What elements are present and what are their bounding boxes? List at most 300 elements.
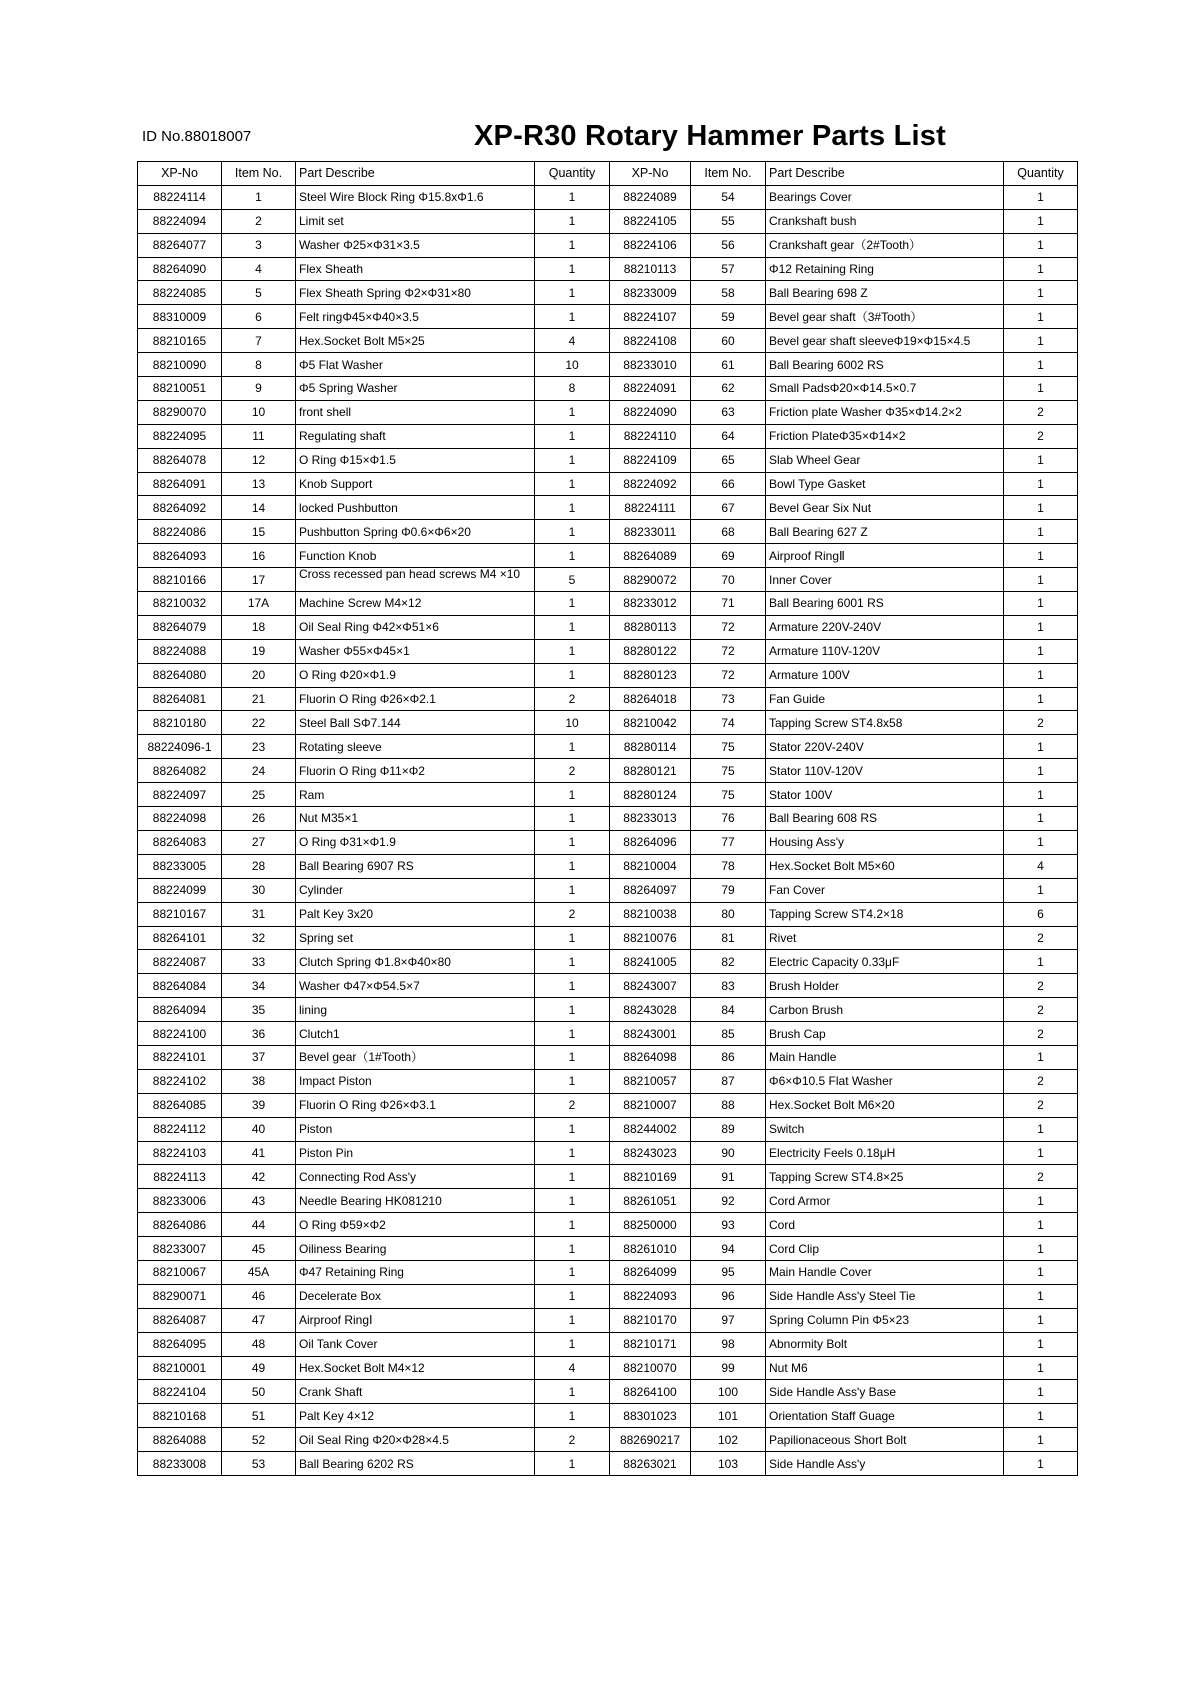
table-row (138, 854, 1078, 878)
table-row (138, 1260, 1078, 1284)
right-xp-no-cell: 88264100 (610, 1380, 691, 1404)
right-part-describe-cell: Armature 100V (766, 663, 1004, 687)
left-item-no-cell: 2 (222, 209, 296, 233)
right-quantity-cell: 2 (1004, 998, 1078, 1022)
right-xp-no-cell: 88224111 (610, 496, 691, 520)
right-part-describe-cell: Friction PlateΦ35×Φ14×2 (766, 424, 1004, 448)
left-xp-no-cell: 88224101 (138, 1045, 222, 1069)
left-part-describe-cell: Oil Tank Cover (296, 1332, 535, 1356)
right-xp-no-cell: 88224110 (610, 424, 691, 448)
left-quantity-cell: 1 (535, 496, 610, 520)
right-xp-no-cell: 882690217 (610, 1428, 691, 1452)
table-row (138, 1093, 1078, 1117)
left-quantity-cell: 1 (535, 209, 610, 233)
left-item-no-cell: 31 (222, 902, 296, 926)
table-row (138, 711, 1078, 735)
left-item-no-cell: 16 (222, 544, 296, 568)
left-quantity-cell: 1 (535, 1237, 610, 1261)
right-part-describe-cell: Bearings Cover (766, 185, 1004, 209)
right-quantity-cell: 1 (1004, 377, 1078, 401)
right-part-describe-cell: Electricity Feels 0.18μH (766, 1141, 1004, 1165)
left-item-no-cell: 27 (222, 830, 296, 854)
right-xp-no-cell: 88224108 (610, 329, 691, 353)
right-quantity-cell: 1 (1004, 209, 1078, 233)
right-part-describe-cell: Side Handle Ass'y (766, 1452, 1004, 1476)
left-part-describe-cell: Ball Bearing 6907 RS (296, 854, 535, 878)
left-item-no-cell: 42 (222, 1165, 296, 1189)
left-quantity-cell: 8 (535, 377, 610, 401)
right-quantity-cell: 1 (1004, 592, 1078, 616)
right-item-no-cell: 94 (691, 1237, 766, 1261)
right-part-describe-cell: Main Handle Cover (766, 1260, 1004, 1284)
right-item-no-cell: 88 (691, 1093, 766, 1117)
right-part-describe-cell: Papilionaceous Short Bolt (766, 1428, 1004, 1452)
table-row (138, 759, 1078, 783)
left-item-no-cell: 38 (222, 1069, 296, 1093)
right-part-describe-cell: Brush Holder (766, 974, 1004, 998)
left-quantity-cell: 1 (535, 1404, 610, 1428)
left-quantity-cell: 2 (535, 902, 610, 926)
right-part-describe-cell: Small PadsΦ20×Φ14.5×0.7 (766, 377, 1004, 401)
right-xp-no-cell: 88264089 (610, 544, 691, 568)
header-xp-no-right: XP-No (610, 162, 691, 186)
table-row (138, 639, 1078, 663)
right-quantity-cell: 1 (1004, 257, 1078, 281)
left-quantity-cell: 1 (535, 281, 610, 305)
left-xp-no-cell: 88264080 (138, 663, 222, 687)
header-quantity-left: Quantity (535, 162, 610, 186)
left-item-no-cell: 53 (222, 1452, 296, 1476)
right-quantity-cell: 1 (1004, 1404, 1078, 1428)
left-quantity-cell: 1 (535, 998, 610, 1022)
right-quantity-cell: 1 (1004, 472, 1078, 496)
left-part-describe-cell: Rotating sleeve (296, 735, 535, 759)
left-quantity-cell: 1 (535, 830, 610, 854)
left-item-no-cell: 20 (222, 663, 296, 687)
right-xp-no-cell: 88244002 (610, 1117, 691, 1141)
table-row (138, 1332, 1078, 1356)
left-part-describe-cell: Oiliness Bearing (296, 1237, 535, 1261)
table-row (138, 1380, 1078, 1404)
right-quantity-cell: 1 (1004, 615, 1078, 639)
left-xp-no-cell: 88264095 (138, 1332, 222, 1356)
left-part-describe-cell: lining (296, 998, 535, 1022)
right-xp-no-cell: 88280113 (610, 615, 691, 639)
right-part-describe-cell: Stator 100V (766, 783, 1004, 807)
left-xp-no-cell: 88264093 (138, 544, 222, 568)
right-xp-no-cell: 88264098 (610, 1045, 691, 1069)
table-row (138, 520, 1078, 544)
left-xp-no-cell: 88224114 (138, 185, 222, 209)
table-header-row (138, 162, 1078, 186)
table-row (138, 1308, 1078, 1332)
left-quantity-cell: 1 (535, 1117, 610, 1141)
left-quantity-cell: 1 (535, 878, 610, 902)
left-quantity-cell: 1 (535, 1332, 610, 1356)
right-quantity-cell: 2 (1004, 1022, 1078, 1046)
left-item-no-cell: 4 (222, 257, 296, 281)
right-xp-no-cell: 88210170 (610, 1308, 691, 1332)
table-row (138, 783, 1078, 807)
left-part-describe-cell: Steel Wire Block Ring Φ15.8xΦ1.6 (296, 185, 535, 209)
left-part-describe-cell: Washer Φ55×Φ45×1 (296, 639, 535, 663)
right-item-no-cell: 99 (691, 1356, 766, 1380)
right-quantity-cell: 2 (1004, 711, 1078, 735)
right-part-describe-cell: Tapping Screw ST4.8x58 (766, 711, 1004, 735)
right-quantity-cell: 4 (1004, 854, 1078, 878)
right-xp-no-cell: 88210007 (610, 1093, 691, 1117)
table-row (138, 687, 1078, 711)
right-item-no-cell: 79 (691, 878, 766, 902)
right-part-describe-cell: Tapping Screw ST4.2×18 (766, 902, 1004, 926)
right-quantity-cell: 1 (1004, 281, 1078, 305)
right-item-no-cell: 95 (691, 1260, 766, 1284)
right-xp-no-cell: 88224089 (610, 185, 691, 209)
left-part-describe-cell: Flex Sheath Spring Φ2×Φ31×80 (296, 281, 535, 305)
right-quantity-cell: 1 (1004, 1260, 1078, 1284)
header-item-no-right: Item No. (691, 162, 766, 186)
left-part-describe-cell: Bevel gear（1#Tooth） (296, 1045, 535, 1069)
right-xp-no-cell: 88233010 (610, 353, 691, 377)
left-part-describe-cell: Clutch Spring Φ1.8×Φ40×80 (296, 950, 535, 974)
left-quantity-cell: 1 (535, 520, 610, 544)
left-quantity-cell: 1 (535, 1213, 610, 1237)
right-item-no-cell: 54 (691, 185, 766, 209)
right-part-describe-cell: Stator 110V-120V (766, 759, 1004, 783)
left-quantity-cell: 1 (535, 783, 610, 807)
right-item-no-cell: 64 (691, 424, 766, 448)
right-item-no-cell: 75 (691, 759, 766, 783)
left-part-describe-cell: Needle Bearing HK081210 (296, 1189, 535, 1213)
left-item-no-cell: 43 (222, 1189, 296, 1213)
left-item-no-cell: 33 (222, 950, 296, 974)
right-part-describe-cell: Cord (766, 1213, 1004, 1237)
left-part-describe-cell: Pushbutton Spring Φ0.6×Φ6×20 (296, 520, 535, 544)
left-xp-no-cell: 88210167 (138, 902, 222, 926)
right-xp-no-cell: 88224107 (610, 305, 691, 329)
left-item-no-cell: 17 (222, 568, 296, 592)
table-row (138, 1237, 1078, 1261)
right-quantity-cell: 1 (1004, 1189, 1078, 1213)
left-part-describe-cell: Piston (296, 1117, 535, 1141)
left-xp-no-cell: 88224087 (138, 950, 222, 974)
left-quantity-cell: 1 (535, 1045, 610, 1069)
right-part-describe-cell: Ball Bearing 608 RS (766, 807, 1004, 831)
right-part-describe-cell: Electric Capacity 0.33μF (766, 950, 1004, 974)
left-item-no-cell: 24 (222, 759, 296, 783)
left-item-no-cell: 25 (222, 783, 296, 807)
right-quantity-cell: 1 (1004, 1213, 1078, 1237)
left-part-describe-cell: Regulating shaft (296, 424, 535, 448)
right-xp-no-cell: 88224093 (610, 1284, 691, 1308)
left-xp-no-cell: 88224097 (138, 783, 222, 807)
left-xp-no-cell: 88210180 (138, 711, 222, 735)
right-part-describe-cell: Friction plate Washer Φ35×Φ14.2×2 (766, 400, 1004, 424)
right-xp-no-cell: 88280123 (610, 663, 691, 687)
left-part-describe-cell: Machine Screw M4×12 (296, 592, 535, 616)
left-xp-no-cell: 88290071 (138, 1284, 222, 1308)
right-xp-no-cell: 88280114 (610, 735, 691, 759)
left-part-describe-cell: Φ5 Spring Washer (296, 377, 535, 401)
right-item-no-cell: 83 (691, 974, 766, 998)
left-quantity-cell: 1 (535, 472, 610, 496)
left-xp-no-cell: 88224103 (138, 1141, 222, 1165)
left-part-describe-cell: Cross recessed pan head screws M4 ×10 (296, 568, 535, 592)
right-quantity-cell: 1 (1004, 329, 1078, 353)
right-part-describe-cell: Main Handle (766, 1045, 1004, 1069)
left-xp-no-cell: 88233008 (138, 1452, 222, 1476)
left-part-describe-cell: Hex.Socket Bolt M5×25 (296, 329, 535, 353)
left-xp-no-cell: 88290070 (138, 400, 222, 424)
right-xp-no-cell: 88280122 (610, 639, 691, 663)
right-xp-no-cell: 88243028 (610, 998, 691, 1022)
right-part-describe-cell: Spring Column Pin Φ5×23 (766, 1308, 1004, 1332)
left-part-describe-cell: Piston Pin (296, 1141, 535, 1165)
right-item-no-cell: 87 (691, 1069, 766, 1093)
table-row (138, 1045, 1078, 1069)
left-part-describe-cell: front shell (296, 400, 535, 424)
left-quantity-cell: 1 (535, 305, 610, 329)
right-xp-no-cell: 88210042 (610, 711, 691, 735)
left-quantity-cell: 5 (535, 568, 610, 592)
right-part-describe-cell: Housing Ass'y (766, 830, 1004, 854)
left-xp-no-cell: 88224085 (138, 281, 222, 305)
right-xp-no-cell: 88233012 (610, 592, 691, 616)
left-part-describe-cell: O Ring Φ31×Φ1.9 (296, 830, 535, 854)
parts-table-body (138, 185, 1078, 1475)
left-xp-no-cell: 88264083 (138, 830, 222, 854)
left-quantity-cell: 1 (535, 592, 610, 616)
left-quantity-cell: 1 (535, 544, 610, 568)
left-xp-no-cell: 88264091 (138, 472, 222, 496)
right-xp-no-cell: 88290072 (610, 568, 691, 592)
left-item-no-cell: 15 (222, 520, 296, 544)
left-item-no-cell: 32 (222, 926, 296, 950)
right-part-describe-cell: Bevel Gear Six Nut (766, 496, 1004, 520)
right-item-no-cell: 75 (691, 735, 766, 759)
left-item-no-cell: 21 (222, 687, 296, 711)
left-part-describe-cell: Fluorin O Ring Φ11×Φ2 (296, 759, 535, 783)
right-quantity-cell: 1 (1004, 448, 1078, 472)
table-row (138, 615, 1078, 639)
table-row (138, 1213, 1078, 1237)
right-item-no-cell: 80 (691, 902, 766, 926)
left-xp-no-cell: 88264086 (138, 1213, 222, 1237)
left-part-describe-cell: Fluorin O Ring Φ26×Φ3.1 (296, 1093, 535, 1117)
left-item-no-cell: 49 (222, 1356, 296, 1380)
left-quantity-cell: 1 (535, 663, 610, 687)
left-xp-no-cell: 88233005 (138, 854, 222, 878)
right-quantity-cell: 1 (1004, 353, 1078, 377)
table-row (138, 1069, 1078, 1093)
right-item-no-cell: 93 (691, 1213, 766, 1237)
header-item-no-left: Item No. (222, 162, 296, 186)
table-row (138, 544, 1078, 568)
left-quantity-cell: 2 (535, 1428, 610, 1452)
right-quantity-cell: 1 (1004, 1356, 1078, 1380)
right-xp-no-cell: 88233009 (610, 281, 691, 305)
table-row (138, 448, 1078, 472)
left-xp-no-cell: 88264084 (138, 974, 222, 998)
table-row (138, 281, 1078, 305)
right-part-describe-cell: Ball Bearing 698 Z (766, 281, 1004, 305)
table-row (138, 1165, 1078, 1189)
left-quantity-cell: 1 (535, 1022, 610, 1046)
table-row (138, 400, 1078, 424)
right-item-no-cell: 85 (691, 1022, 766, 1046)
right-quantity-cell: 1 (1004, 783, 1078, 807)
right-item-no-cell: 101 (691, 1404, 766, 1428)
right-xp-no-cell: 88210113 (610, 257, 691, 281)
right-quantity-cell: 1 (1004, 759, 1078, 783)
right-part-describe-cell: Bevel gear shaft sleeveΦ19×Φ15×4.5 (766, 329, 1004, 353)
right-part-describe-cell: Orientation Staff Guage (766, 1404, 1004, 1428)
left-xp-no-cell: 88224096-1 (138, 735, 222, 759)
left-item-no-cell: 50 (222, 1380, 296, 1404)
right-item-no-cell: 103 (691, 1452, 766, 1476)
right-xp-no-cell: 88224105 (610, 209, 691, 233)
right-part-describe-cell: Bevel gear shaft（3#Tooth） (766, 305, 1004, 329)
right-quantity-cell: 1 (1004, 807, 1078, 831)
right-item-no-cell: 55 (691, 209, 766, 233)
right-quantity-cell: 1 (1004, 687, 1078, 711)
right-quantity-cell: 2 (1004, 400, 1078, 424)
left-quantity-cell: 1 (535, 424, 610, 448)
right-quantity-cell: 1 (1004, 663, 1078, 687)
right-quantity-cell: 1 (1004, 1237, 1078, 1261)
header-quantity-right: Quantity (1004, 162, 1078, 186)
right-item-no-cell: 97 (691, 1308, 766, 1332)
left-xp-no-cell: 88264078 (138, 448, 222, 472)
left-quantity-cell: 1 (535, 1284, 610, 1308)
right-part-describe-cell: Nut M6 (766, 1356, 1004, 1380)
table-row (138, 1284, 1078, 1308)
right-quantity-cell: 1 (1004, 950, 1078, 974)
left-part-describe-cell: Ball Bearing 6202 RS (296, 1452, 535, 1476)
right-part-describe-cell: Abnormity Bolt (766, 1332, 1004, 1356)
left-item-no-cell: 7 (222, 329, 296, 353)
left-quantity-cell: 1 (535, 257, 610, 281)
right-xp-no-cell: 88210169 (610, 1165, 691, 1189)
right-quantity-cell: 1 (1004, 1284, 1078, 1308)
left-item-no-cell: 40 (222, 1117, 296, 1141)
left-xp-no-cell: 88224095 (138, 424, 222, 448)
left-part-describe-cell: Fluorin O Ring Φ26×Φ2.1 (296, 687, 535, 711)
left-item-no-cell: 18 (222, 615, 296, 639)
right-quantity-cell: 1 (1004, 1045, 1078, 1069)
left-xp-no-cell: 88210032 (138, 592, 222, 616)
right-item-no-cell: 82 (691, 950, 766, 974)
left-part-describe-cell: Airproof RingⅠ (296, 1308, 535, 1332)
right-xp-no-cell: 88210070 (610, 1356, 691, 1380)
left-item-no-cell: 45A (222, 1260, 296, 1284)
right-item-no-cell: 60 (691, 329, 766, 353)
right-quantity-cell: 1 (1004, 544, 1078, 568)
right-quantity-cell: 1 (1004, 1141, 1078, 1165)
table-row (138, 1117, 1078, 1141)
right-item-no-cell: 72 (691, 639, 766, 663)
left-xp-no-cell: 88224104 (138, 1380, 222, 1404)
right-part-describe-cell: Inner Cover (766, 568, 1004, 592)
left-item-no-cell: 46 (222, 1284, 296, 1308)
left-item-no-cell: 26 (222, 807, 296, 831)
right-quantity-cell: 2 (1004, 1069, 1078, 1093)
right-quantity-cell: 1 (1004, 305, 1078, 329)
left-part-describe-cell: Impact Piston (296, 1069, 535, 1093)
table-row (138, 353, 1078, 377)
header-part-describe-right: Part Describe (766, 162, 1004, 186)
left-item-no-cell: 14 (222, 496, 296, 520)
right-xp-no-cell: 88243023 (610, 1141, 691, 1165)
right-part-describe-cell: Hex.Socket Bolt M5×60 (766, 854, 1004, 878)
left-part-describe-cell: Function Knob (296, 544, 535, 568)
right-item-no-cell: 68 (691, 520, 766, 544)
left-part-describe-cell: Steel Ball SΦ7.144 (296, 711, 535, 735)
right-xp-no-cell: 88280124 (610, 783, 691, 807)
right-part-describe-cell: Fan Cover (766, 878, 1004, 902)
table-row (138, 424, 1078, 448)
right-part-describe-cell: Tapping Screw ST4.8×25 (766, 1165, 1004, 1189)
left-xp-no-cell: 88264079 (138, 615, 222, 639)
right-quantity-cell: 1 (1004, 233, 1078, 257)
left-xp-no-cell: 88264085 (138, 1093, 222, 1117)
left-item-no-cell: 35 (222, 998, 296, 1022)
right-part-describe-cell: Carbon Brush (766, 998, 1004, 1022)
table-row (138, 1404, 1078, 1428)
right-item-no-cell: 71 (691, 592, 766, 616)
right-xp-no-cell: 88233013 (610, 807, 691, 831)
right-part-describe-cell: Armature 220V-240V (766, 615, 1004, 639)
table-row (138, 926, 1078, 950)
left-xp-no-cell: 88264094 (138, 998, 222, 1022)
table-row (138, 1356, 1078, 1380)
header-part-describe-left: Part Describe (296, 162, 535, 186)
right-xp-no-cell: 88210171 (610, 1332, 691, 1356)
table-row (138, 974, 1078, 998)
right-item-no-cell: 89 (691, 1117, 766, 1141)
left-quantity-cell: 10 (535, 353, 610, 377)
right-item-no-cell: 61 (691, 353, 766, 377)
table-row (138, 377, 1078, 401)
table-row (138, 998, 1078, 1022)
right-xp-no-cell: 88264096 (610, 830, 691, 854)
left-xp-no-cell: 88264081 (138, 687, 222, 711)
left-part-describe-cell: Oil Seal Ring Φ20×Φ28×4.5 (296, 1428, 535, 1452)
table-row (138, 329, 1078, 353)
left-quantity-cell: 1 (535, 974, 610, 998)
left-quantity-cell: 1 (535, 400, 610, 424)
right-part-describe-cell: Slab Wheel Gear (766, 448, 1004, 472)
left-part-describe-cell: Nut M35×1 (296, 807, 535, 831)
table-row (138, 592, 1078, 616)
table-row (138, 902, 1078, 926)
right-item-no-cell: 91 (691, 1165, 766, 1189)
right-quantity-cell: 2 (1004, 1093, 1078, 1117)
right-quantity-cell: 2 (1004, 926, 1078, 950)
right-part-describe-cell: Side Handle Ass'y Base (766, 1380, 1004, 1404)
table-row (138, 305, 1078, 329)
right-item-no-cell: 65 (691, 448, 766, 472)
left-item-no-cell: 37 (222, 1045, 296, 1069)
right-quantity-cell: 1 (1004, 1428, 1078, 1452)
left-item-no-cell: 30 (222, 878, 296, 902)
right-xp-no-cell: 88264018 (610, 687, 691, 711)
left-xp-no-cell: 88264090 (138, 257, 222, 281)
left-quantity-cell: 1 (535, 1452, 610, 1476)
left-item-no-cell: 9 (222, 377, 296, 401)
left-quantity-cell: 2 (535, 687, 610, 711)
left-quantity-cell: 1 (535, 1069, 610, 1093)
